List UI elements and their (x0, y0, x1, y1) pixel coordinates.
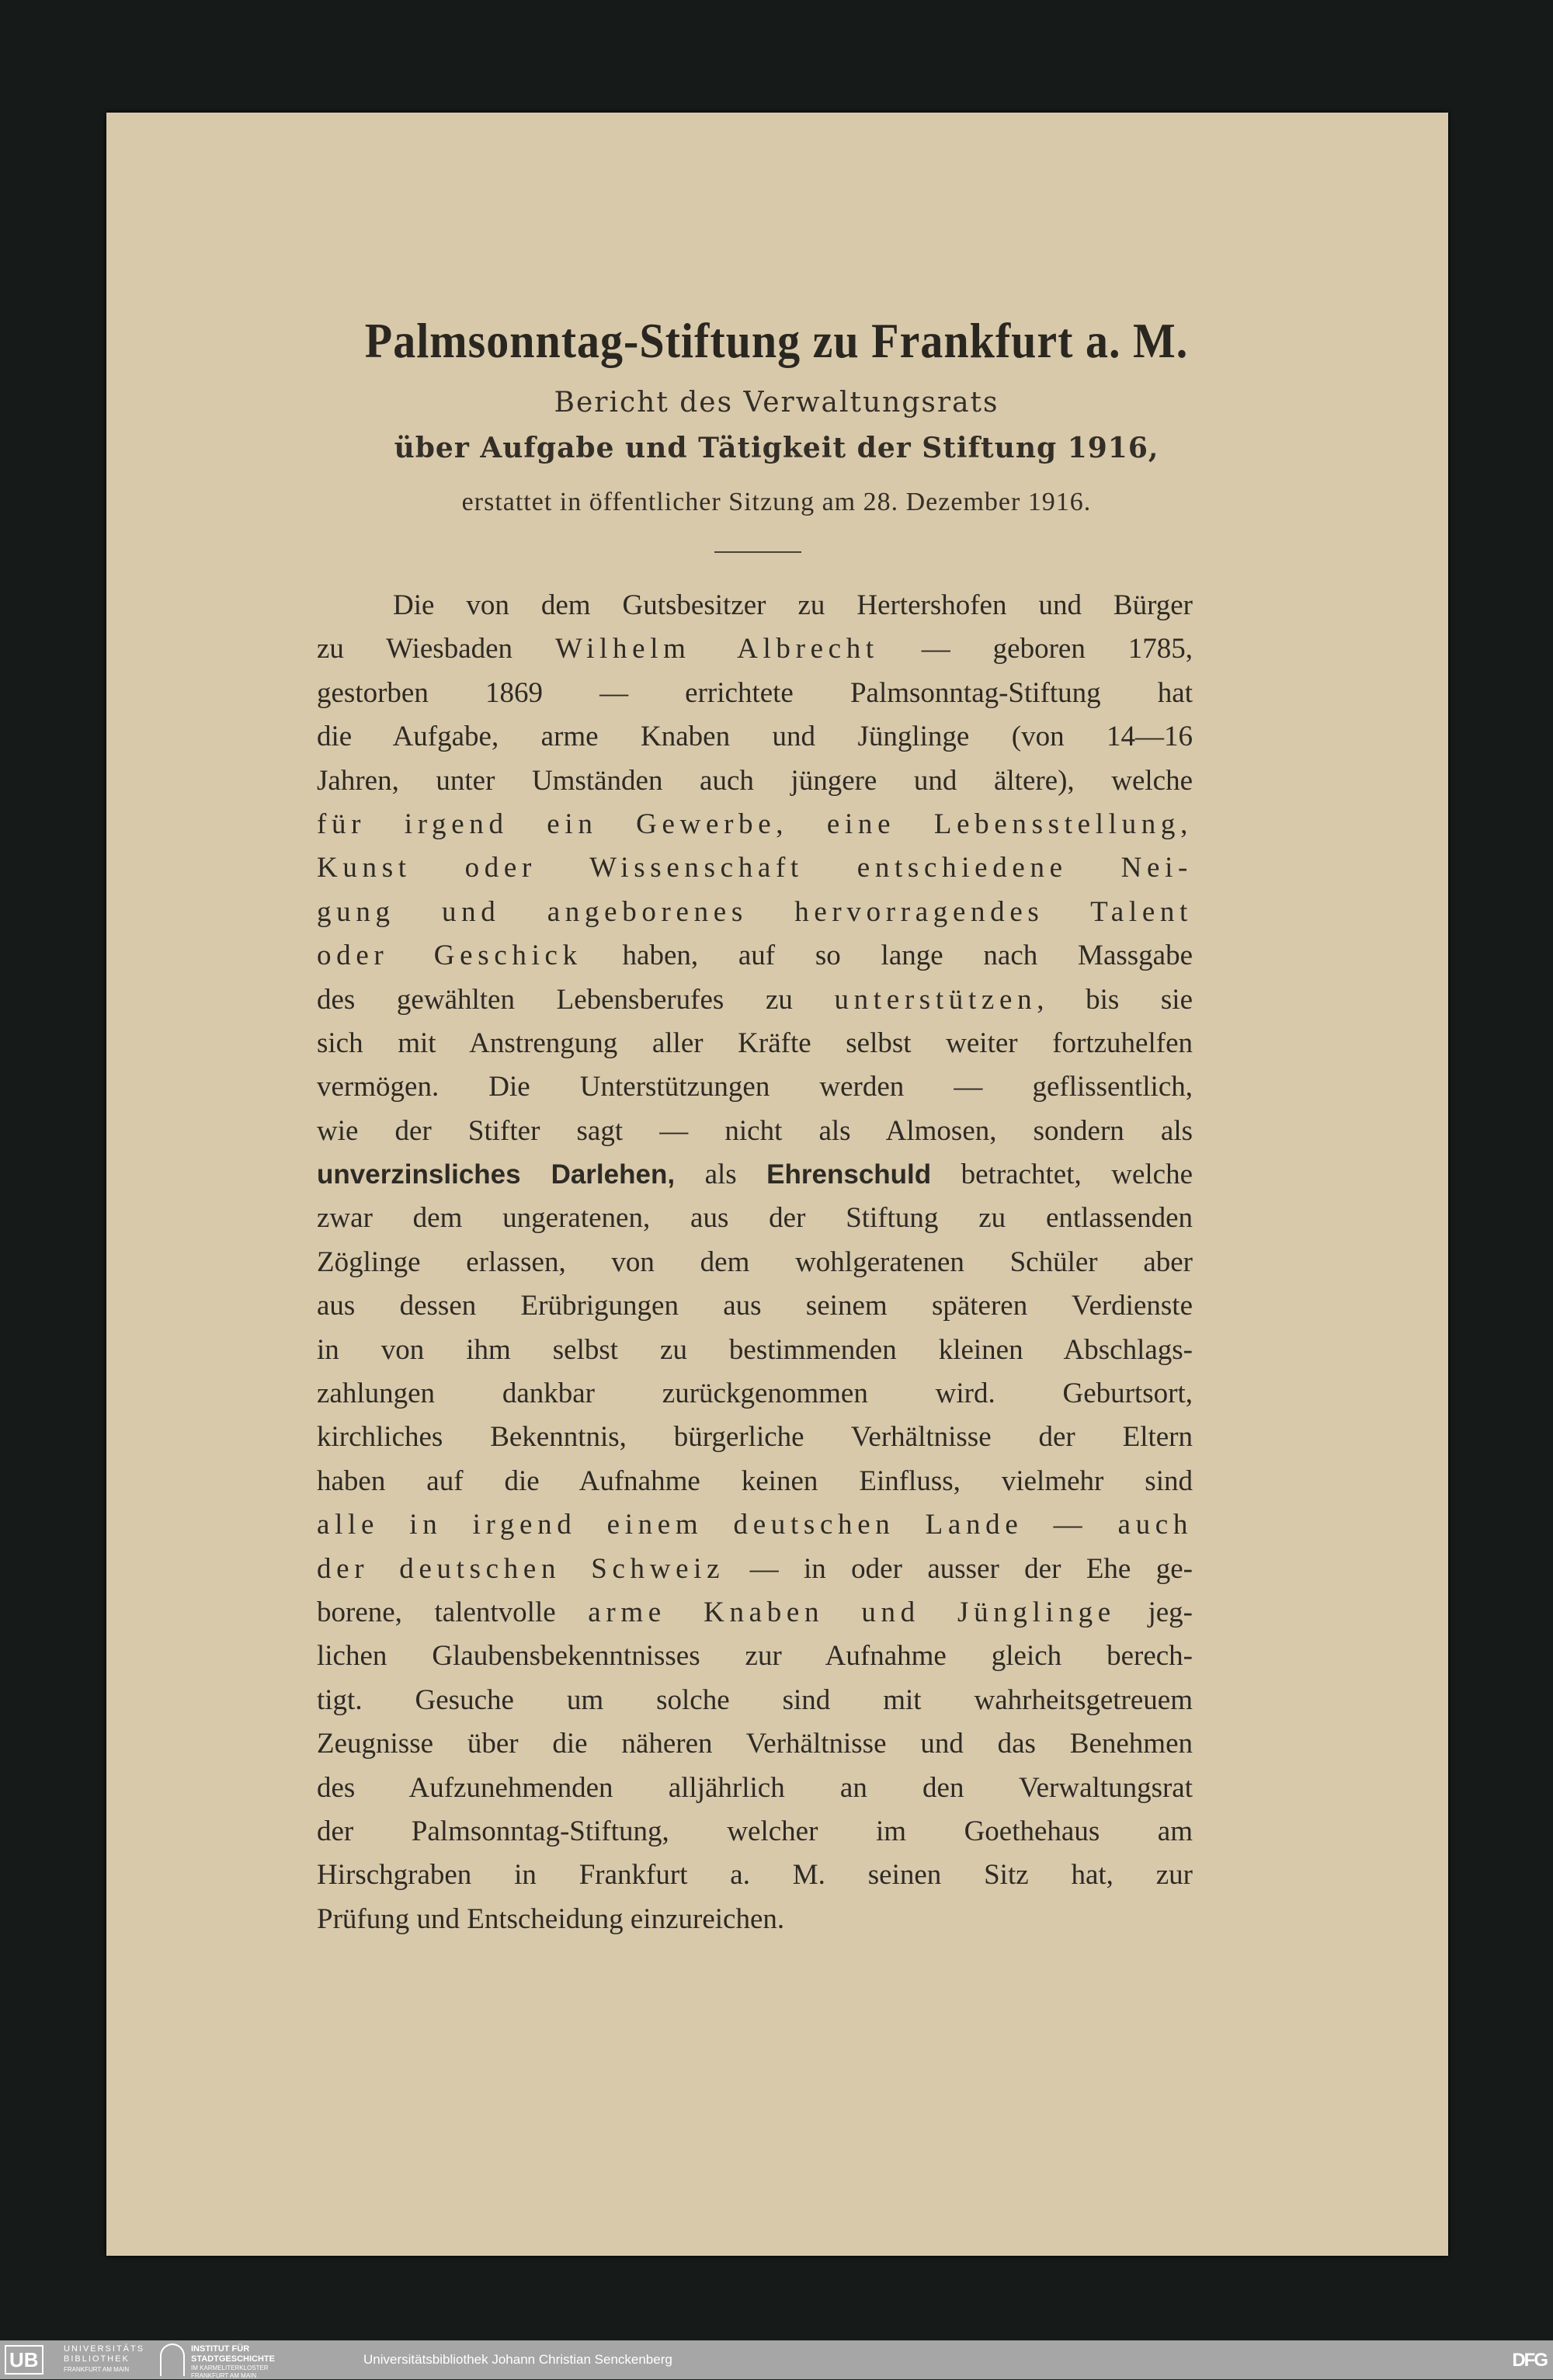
text-segment: Die von dem Gutsbesitzer zu Hertershofen und Bürger (393, 589, 1193, 621)
text-line (317, 1460, 1193, 1503)
spaced-phrase: unterstützen (834, 983, 1037, 1016)
spaced-phrase: der deutschen Schweiz (317, 1552, 725, 1585)
text-segment: jeg- (1115, 1596, 1193, 1628)
bold-phrase: unverzinsliches Darlehen, (317, 1159, 676, 1190)
text-line (317, 1722, 1193, 1766)
text-segment: die Aufgabe, arme Knaben und Jünglinge (von 14—16 (317, 721, 1193, 753)
text-segment: haben, auf so lange nach Massgabe (582, 940, 1193, 972)
body-text (317, 584, 1193, 1941)
text-line (317, 1065, 1193, 1109)
spaced-phrase: gung und angeborenes hervorragendes Talent (317, 895, 1193, 928)
text-segment: haben auf die Aufnahme keinen Einfluss, vielmehr sind (317, 1464, 1193, 1497)
text-segment: in von ihm selbst zu bestimmenden kleinen Abschlags- (317, 1333, 1193, 1366)
text-line (317, 672, 1193, 715)
text-segment: des Aufzunehmenden alljährlich an den Verwaltungsrat (317, 1771, 1193, 1804)
document-title: Palmsonntag-Stiftung zu Frankfurt a. M. (364, 312, 1189, 369)
text-segment: vermögen. Die Unterstützungen werden — geflissentlich, (317, 1071, 1193, 1103)
isg-text-line: INSTITUT FÜR (191, 2344, 250, 2354)
isg-logo-icon[interactable] (160, 2344, 185, 2376)
spaced-phrase: arme Knaben und Jünglinge (588, 1596, 1116, 1628)
text-line (317, 1591, 1193, 1635)
text-segment: borene, talentvolle (317, 1596, 589, 1628)
isg-text-line: FRANKFURT AM MAIN (191, 2372, 257, 2379)
text-line (317, 1767, 1193, 1810)
text-segment: tigt. Gesuche um solche sind mit wahrheitsgetreuem (317, 1683, 1193, 1716)
isg-logo-text (191, 2344, 275, 2380)
text-line (317, 627, 1193, 671)
text-segment: zu Wiesbaden (317, 633, 555, 665)
text-segment: Hirschgraben in Frankfurt a. M. seinen Sitz hat, zur (317, 1859, 1193, 1892)
text-line (317, 934, 1193, 978)
text-segment: Prüfung und Entscheidung einzureichen. (317, 1902, 785, 1935)
text-line (317, 1854, 1193, 1897)
footer-bar (0, 2340, 1553, 2379)
text-line (317, 1329, 1193, 1372)
text-segment: kirchliches Bekenntnis, bürgerliche Verhältnisse der Eltern (317, 1421, 1193, 1454)
text-segment: zwar dem ungeratenen, aus der Stiftung zu entlassenden (317, 1202, 1193, 1235)
isg-text-line: IM KARMELITERKLOSTER (191, 2364, 269, 2371)
isg-text-line: STADTGESCHICHTE (191, 2354, 275, 2364)
spaced-phrase: Wilhelm Albrecht (554, 633, 879, 665)
ub-logo[interactable]: UB (5, 2345, 43, 2375)
text-line (317, 1110, 1193, 1153)
ub-text-line: BIBLIOTHEK (64, 2354, 130, 2364)
spaced-phrase: Kunst oder Wissenschaft entschiedene Nei- (317, 852, 1193, 884)
text-line (317, 891, 1193, 934)
text-line (317, 715, 1193, 759)
text-line (317, 1197, 1193, 1240)
subtitle-report: Bericht des Verwaltungsrats (554, 387, 999, 419)
text-line (317, 803, 1193, 846)
library-name: Universitätsbibliothek Johann Christian Senckenberg (363, 2352, 672, 2367)
text-line (317, 846, 1193, 890)
text-line (317, 1810, 1193, 1854)
spaced-phrase: alle in irgend einem deutschen Lande — auch (317, 1509, 1193, 1541)
subtitle-date: erstattet in öffentlicher Sitzung am 28. Dezember 1916. (461, 488, 1092, 516)
subtitle-topic: über Aufgabe und Tätigkeit der Stiftung 1916, (394, 432, 1159, 464)
text-segment: zahlungen dankbar zurückgenommen wird. Geburtsort, (317, 1378, 1193, 1410)
spaced-phrase: für irgend ein Gewerbe, eine Lebensstellung, (317, 808, 1193, 840)
divider (714, 551, 801, 553)
text-line (317, 1022, 1193, 1065)
dfg-logo[interactable]: DFG (1512, 2350, 1547, 2371)
text-segment: Zeugnisse über die näheren Verhältnisse und das Benehmen (317, 1728, 1193, 1760)
ub-text-line: UNIVERSITÄTS (64, 2344, 145, 2354)
text-segment: Zöglinge erlassen, von dem wohlgeratenen Schüler aber (317, 1246, 1193, 1278)
text-segment: aus dessen Erübrigungen aus seinem späteren Verdienste (317, 1290, 1193, 1322)
text-segment: betrachtet, welche (931, 1159, 1193, 1191)
text-line (317, 584, 1193, 627)
text-line (317, 1416, 1193, 1459)
text-segment: — in oder ausser der Ehe ge- (724, 1552, 1193, 1585)
text-segment: , bis sie (1037, 983, 1193, 1016)
text-line (317, 978, 1193, 1022)
text-line (317, 1241, 1193, 1284)
text-line (317, 1898, 1193, 1941)
text-line (317, 1153, 1193, 1197)
text-segment: als (675, 1159, 767, 1191)
text-segment: der Palmsonntag-Stiftung, welcher im Goethehaus am (317, 1815, 1193, 1847)
text-line (317, 1284, 1193, 1328)
ub-text-line: FRANKFURT AM MAIN (64, 2366, 130, 2373)
text-segment: wie der Stifter sagt — nicht als Almosen, sondern als (317, 1114, 1193, 1147)
ub-logo-text (64, 2344, 144, 2375)
text-segment: sich mit Anstrengung aller Kräfte selbst weiter fortzuhelfen (317, 1027, 1193, 1059)
text-line (317, 1372, 1193, 1416)
text-line (317, 1503, 1193, 1547)
text-segment: lichen Glaubensbekenntnisses zur Aufnahme gleich berech- (317, 1640, 1193, 1673)
spaced-phrase: oder Geschick (317, 940, 582, 972)
text-line (317, 1635, 1193, 1678)
text-line (317, 759, 1193, 803)
text-line (317, 1679, 1193, 1722)
text-segment: Jahren, unter Umständen auch jüngere und ältere), welche (317, 764, 1193, 797)
text-line (317, 1548, 1193, 1591)
bold-phrase: Ehrenschuld (766, 1159, 932, 1190)
text-segment: — geboren 1785, (878, 633, 1193, 665)
text-segment: des gewählten Lebensberufes zu (317, 983, 835, 1016)
text-segment: gestorben 1869 — errichtete Palmsonntag-Stiftung hat (317, 676, 1193, 709)
